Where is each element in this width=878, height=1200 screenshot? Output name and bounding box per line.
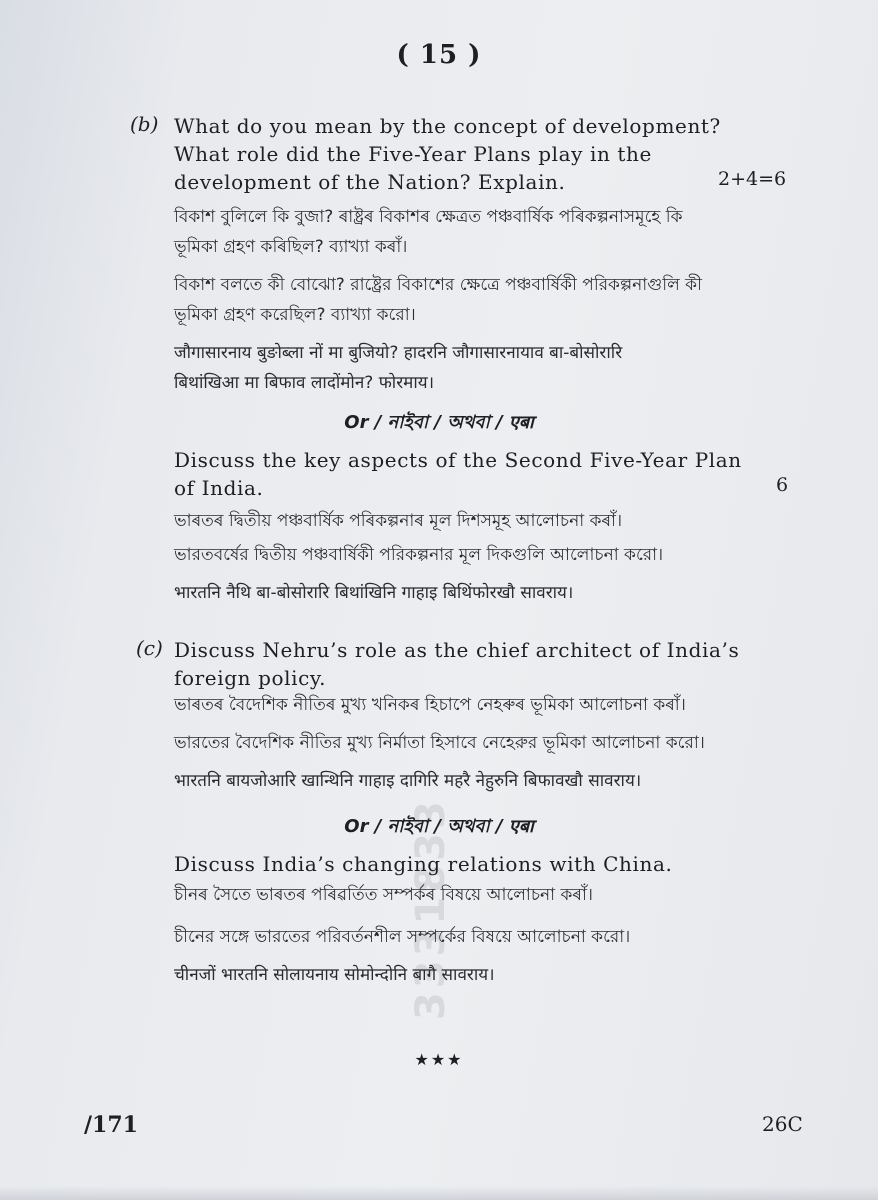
- question-b-alt-english-line: Discuss the key aspects of the Second Five-Year Plan: [174, 448, 742, 472]
- question-b-bodo: [174, 338, 794, 398]
- question-b-bengali-line: ভূমিকা গ্রহণ করেছিল? ব্যাখ্যা করো।: [174, 305, 416, 325]
- question-c-alt-assamese: চীনৰ সৈতে ভাৰতৰ পৰিৱৰ্তিত সম্পৰ্কৰ বিষয়ে আলোচনা কৰাঁ।: [174, 885, 593, 905]
- question-b-alt-bodo: भारतनि नैथि बा-बोसोरारि बिथांखिनि गाहाइ बिथिंफोरखौ सावराय।: [174, 583, 574, 603]
- question-c-assamese: ভাৰতৰ বৈদেশিক নীতিৰ মুখ্য খনিকৰ হিচাপে নেহৰুৰ ভূমিকা আলোচনা কৰাঁ।: [174, 695, 686, 715]
- question-b-label: (b): [130, 112, 159, 136]
- question-c-english-line: foreign policy.: [174, 666, 327, 690]
- question-b-bodo-line: बिथांखिआ मा बिफाव लादोंमोन? फोरमाय।: [174, 373, 435, 393]
- question-b-marks: 2+4=6: [718, 168, 787, 190]
- or-separator-c: Or / নাইবা / অথবা / एबा: [344, 816, 534, 837]
- question-b-english-line: What role did the Five-Year Plans play in the: [174, 142, 652, 166]
- end-stars: ★★★: [414, 1050, 464, 1069]
- question-c-alt-english: Discuss India’s changing relations with China.: [174, 852, 673, 876]
- question-b-alt-english-line: of India.: [174, 476, 264, 500]
- question-c-alt-bodo: चीनजों भारतनि सोलायनाय सोमोन्दोनि बागै सावराय।: [174, 965, 495, 985]
- question-b-assamese-line: ভূমিকা গ্ৰহণ কৰিছিল? ব্যাখ্যা কৰাঁ।: [174, 237, 408, 257]
- question-c-alt-bengali: চীনের সঙ্গে ভারতের পরিবর্তনশীল সম্পর্কের বিষয়ে আলোচনা করো।: [174, 927, 631, 947]
- question-c-label: (c): [136, 636, 163, 660]
- question-b-bengali-line: বিকাশ বলতে কী বোঝো? রাষ্ট্রের বিকাশের ক্ষেত্রে পঞ্চবার্ষিকী পরিকল্পনাগুলি কী: [174, 275, 702, 295]
- serial-watermark: 3331833: [408, 797, 454, 1020]
- question-b-alt-bengali: ভারতবর্ষের দ্বিতীয় পঞ্চবার্ষিকী পরিকল্পনার মূল দিকগুলি আলোচনা করো।: [174, 545, 664, 565]
- question-c-english: [174, 636, 786, 692]
- next-page-edge: [0, 1186, 878, 1200]
- question-b-assamese-line: বিকাশ বুলিলে কি বুজা? ৰাষ্ট্ৰৰ বিকাশৰ ক্ষেত্ৰত পঞ্চবাৰ্ষিক পৰিকল্পনাসমূহে কি: [174, 207, 683, 227]
- question-b-alt-marks: 6: [776, 474, 789, 496]
- footer-paper-code: /171: [84, 1112, 138, 1138]
- question-b-assamese: [174, 202, 794, 262]
- question-c-bodo: भारतनि बायजोआरि खान्थिनि गाहाइ दागिरि महरै नेहुरुनि बिफावखौ सावराय।: [174, 771, 642, 791]
- question-c-english-line: Discuss Nehru’s role as the chief architect of India’s: [174, 638, 740, 662]
- footer-series-code: 26C: [762, 1112, 803, 1136]
- question-c-bengali: ভারতের বৈদেশিক নীতির মুখ্য নির্মাতা হিসাবে নেহেরুর ভূমিকা আলোচনা করো।: [174, 733, 705, 753]
- question-b-alt-english: [174, 446, 789, 502]
- question-b-bodo-line: जौगासारनाय बुङोब्ला नों मा बुजियो? हादरनि जौगासारनायाव बा-बोसोरारि: [174, 343, 623, 363]
- question-b-english: [174, 112, 786, 196]
- question-b-bengali: [174, 270, 794, 330]
- question-b-english-line: development of the Nation? Explain.: [174, 170, 566, 194]
- page-number: ( 15 ): [396, 40, 482, 70]
- or-separator-b: Or / নাইবা / অথবা / एबा: [344, 412, 534, 433]
- question-b-alt-assamese: ভাৰতৰ দ্বিতীয় পঞ্চবাৰ্ষিক পৰিকল্পনাৰ মূল দিশসমূহ আলোচনা কৰাঁ।: [174, 511, 623, 531]
- question-b-english-line: What do you mean by the concept of development?: [174, 114, 721, 138]
